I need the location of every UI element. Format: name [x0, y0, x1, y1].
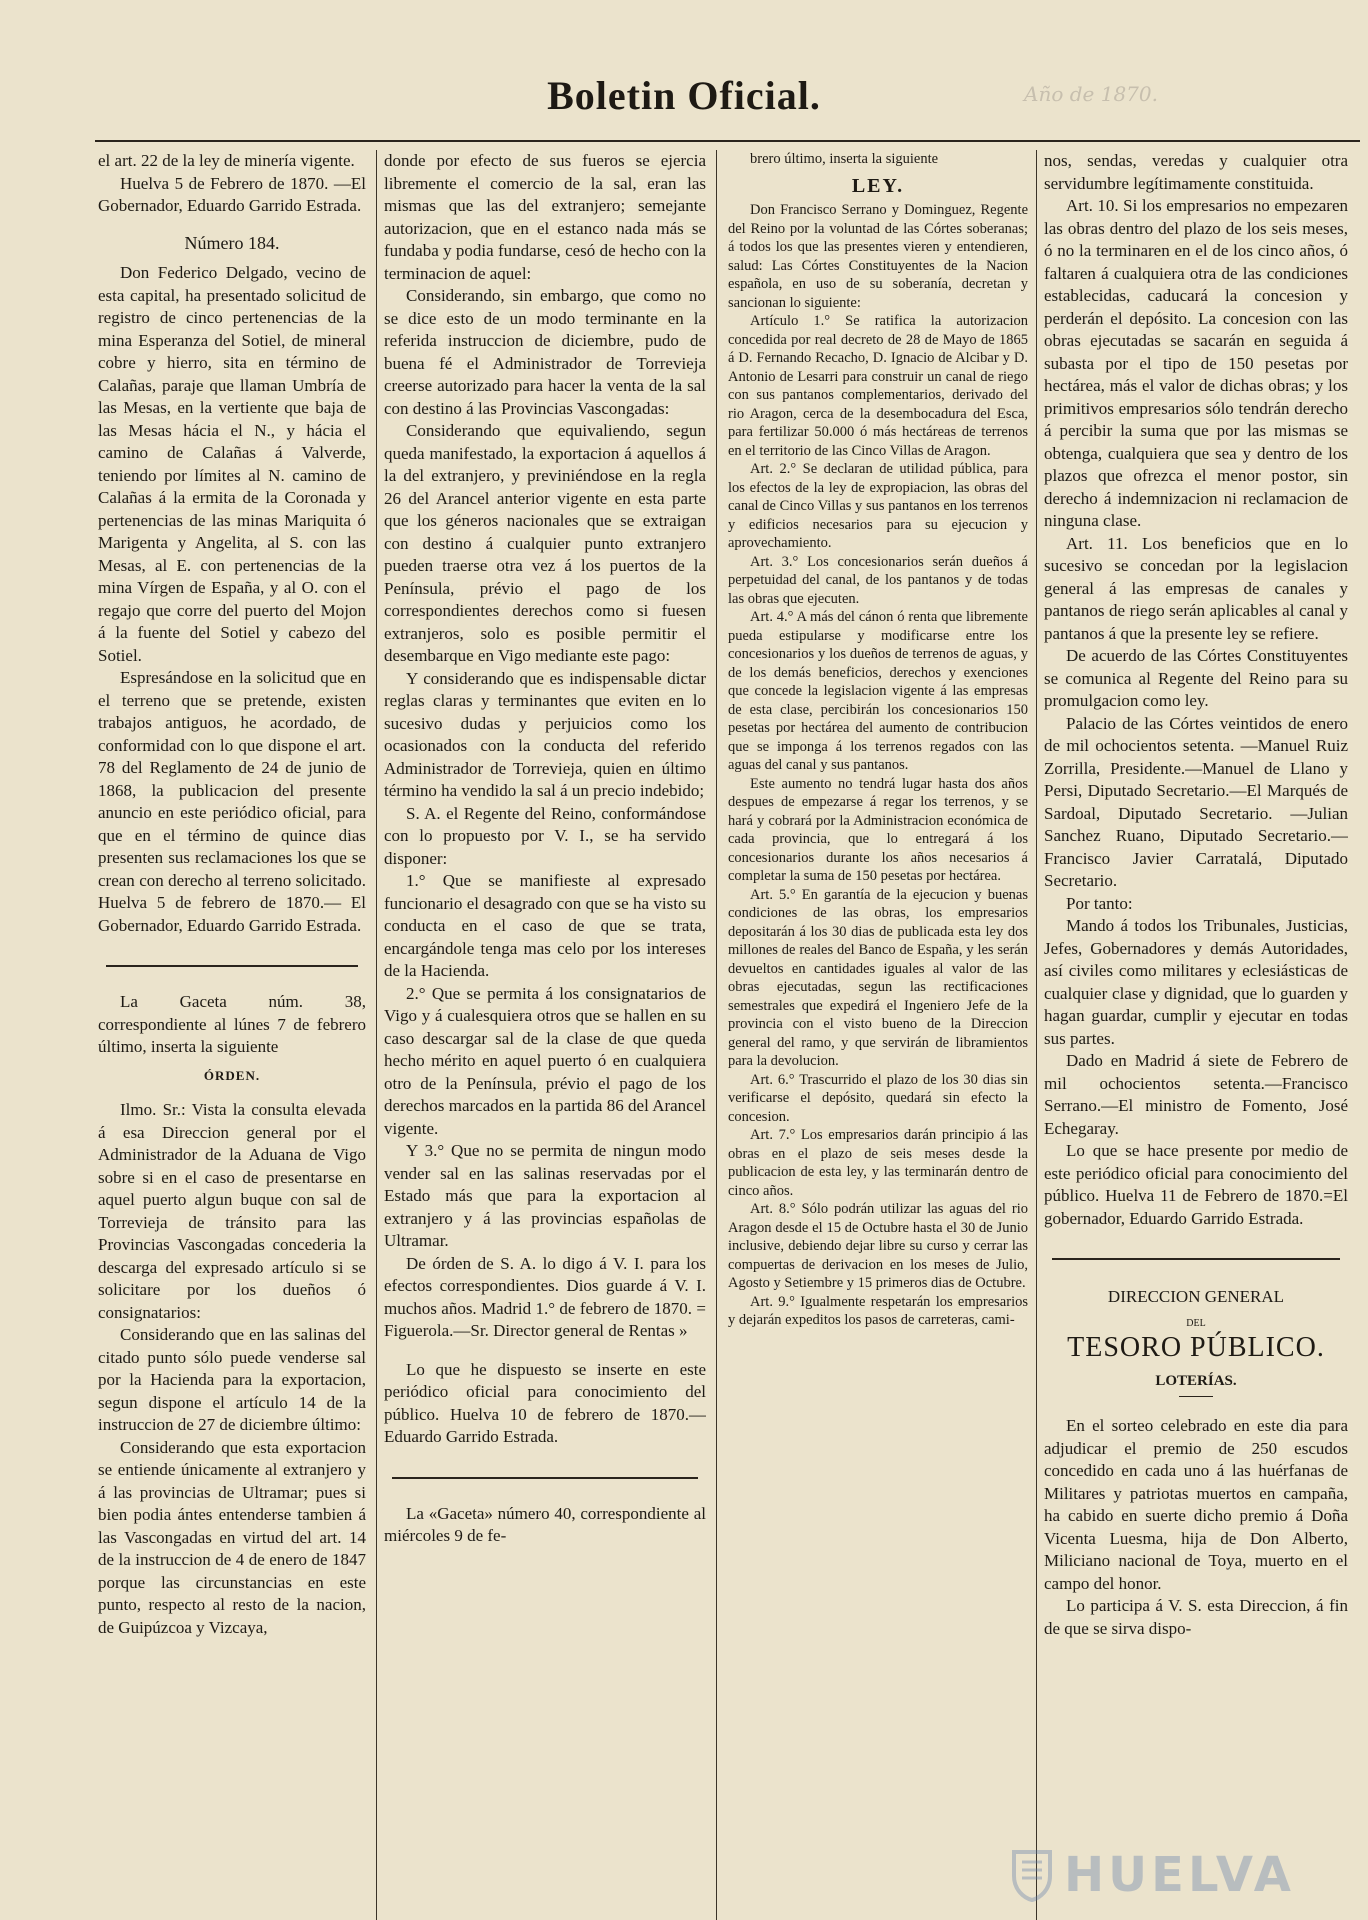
watermark-text: HUELVA: [1064, 1847, 1295, 1903]
column-divider: [376, 150, 377, 1920]
paragraph: Considerando que en las salinas del citado punto sólo puede venderse sal por la Hacienda para la exportacion, segun dispone el artículo 14 de la instruccion de 27 de diciembre último:: [98, 1325, 366, 1434]
paragraph: Lo participa á V. S. esta Direccion, á fin de que se sirva dispo-: [1044, 1596, 1348, 1638]
paragraph: Y considerando que es indispensable dictar reglas claras y terminantes que eviten en lo sucesivo dudas y perjuicios como los ocasionados con la conducta del referido Administrador de Torrevieja, quien en último término ha vendido la sal á un precio indebido;: [384, 668, 706, 800]
paragraph: S. A. el Regente del Reino, conformándose con lo propuesto por V. I., se ha servido disponer:: [384, 803, 706, 868]
column-divider: [716, 150, 717, 1920]
paragraph: Mando á todos los Tribunales, Justicias, Jefes, Gobernadores y demás Autoridades, así civiles como militares y eclesiásticas de cualquier clase y dignidad, que lo guarden y hagan guardar, cumplir y ejecutar en todas sus partes.: [1044, 916, 1348, 1048]
short-rule: [1179, 1396, 1213, 1397]
section-heading-direccion: DIRECCION GENERAL: [1107, 1287, 1285, 1306]
notice-number: Número 184.: [184, 232, 280, 253]
paragraph: La Gaceta núm. 38, correspondiente al lúnes 7 de febrero último, inserta la siguiente: [98, 992, 366, 1056]
paragraph: 2.° Que se permita á los consignatarios de Vigo y á cualesquiera otros que se hallen en su caso descargar sal de la clase de que queda hecho mérito en aquel puerto ó en cualquiera otro de la Península, prévio el pago de los derechos marcados en la partida 86 del Arancel vigente.: [384, 983, 706, 1138]
column-1: [98, 150, 366, 1920]
shield-icon: [1010, 1848, 1054, 1902]
paragraph: Art. 2.° Se declaran de utilidad pública, para los efectos de la ley de expropiacion, las obras del canal de Cinco Villas y sus pantanos en los terrenos y edificios necesarios para su ejecucion y aprovechamiento.: [728, 461, 1028, 551]
paragraph: De órden de S. A. lo digo á V. I. para los efectos correspondientes. Dios guarde á V. I. muchos años. Madrid 1.° de febrero de 1870. = Figuerola.—Sr. Director general de Rentas »: [384, 1253, 706, 1340]
paragraph: Este aumento no tendrá lugar hasta dos años despues de empezarse á regar los terrenos, y se hará y cobrará por la Administracion económica de cada provincia, que lo entregará á los concesionarios durante los años necesarios á completar la suma de 150 pesetas por hectárea.: [728, 775, 1028, 884]
paragraph: En el sorteo celebrado en este dia para adjudicar el premio de 250 escudos concedido en cada uno á las huérfanas de Militares y patriotas muertos en campaña, ha cabido en suerte dicho premio á Doña Vicenta Luesma, hija de Don Alberto, Miliciano nacional de Toya, muerto en el campo del honor.: [1044, 1416, 1348, 1593]
paragraph: nos, sendas, veredas y cualquier otra servidumbre legítimamente constituida.: [1044, 151, 1348, 193]
paragraph: Art. 8.° Sólo podrán utilizar las aguas del rio Aragon desde el 15 de Octubre hasta el 30 de Junio inclusive, debiendo dejar libre su curso y cerrar las compuertas de derivacion en los meses de Julio, Agosto y Setiembre y 15 primeros dias de Octubre.: [728, 1201, 1028, 1291]
paragraph: Art. 5.° En garantía de la ejecucion y buenas condiciones de las obras, los empresarios depositarán á los 30 dias de publicada esta ley dos millones de reales del Banco de España, y les serán devueltos en cantidades iguales al valor de las obras ejecutadas, segun las rectificaciones semestrales que expedirá el Ingeniero Jefe de la provincia con el visto bueno de la Direccion general del ramo, y que servirán de libramientos para la devolucion.: [728, 886, 1028, 1069]
paragraph: Lo que se hace presente por medio de este periódico oficial para conocimiento del público. Huelva 11 de Febrero de 1870.=El gobernador, Eduardo Garrido Estrada.: [1044, 1141, 1348, 1228]
paragraph: Art. 7.° Los empresarios darán principio á las obras en el plazo de seis meses desde la publicacion de esta ley, y las terminarán dentro de cinco años.: [728, 1127, 1028, 1199]
paragraph: Huelva 5 de Febrero de 1870. —El Gobernador, Eduardo Garrido Estrada.: [98, 173, 366, 215]
section-separator: [1052, 1258, 1340, 1260]
masthead: [0, 72, 1368, 134]
library-watermark: [1010, 1840, 1350, 1910]
paragraph: Por tanto:: [1066, 893, 1133, 913]
masthead-title: Boletin Oficial.: [547, 73, 821, 118]
section-heading-del: DEL: [1186, 1317, 1206, 1329]
section-separator: [392, 1477, 698, 1479]
paragraph: Art. 6.° Trascurrido el plazo de los 30 dias sin verificarse el depósito, quedará sin efecto la concesion.: [728, 1071, 1028, 1125]
section-heading-orden: ÓRDEN.: [203, 1067, 261, 1083]
paragraph: donde por efecto de sus fueros se ejercia libremente el comercio de la sal, eran las mismas que las del extranjero; semejante autorizacion, que en el estanco nada más se fundaba y podia fundarse, cesó de hecho con la terminacion de aquel:: [384, 151, 706, 283]
paragraph: Ilmo. Sr.: Vista la consulta elevada á esa Direccion general por el Administrador de la Aduana de Vigo sobre si en el caso de presentarse en aquel puerto algun buque con sal de Torrevieja de tránsito para las Provincias Vascongadas concederia la descarga del expresado artículo si se solicitare por los dueños ó consignatarios:: [98, 1100, 366, 1322]
paragraph: Considerando, sin embargo, que como no se dice esto de un modo terminante en la referida instruccion de diciembre, pudo de buena fé el Administrador de Torrevieja creerse autorizado para hacer la venta de la sal con destino á las Provincias Vascongadas:: [384, 286, 706, 418]
paragraph: Dado en Madrid á siete de Febrero de mil ochocientos setenta.—Francisco Serrano.—El ministro de Fomento, José Echegaray.: [1044, 1051, 1348, 1138]
paragraph: Palacio de las Córtes veintidos de enero de mil ochocientos setenta. —Manuel Ruiz Zorrilla, Presidente.—Manuel de Llano y Persi, Diputado Secretario.—El Marqués de Sardoal, Diputado Secretario. —Julian Sanchez Ruano, Diputado Secretario.—Francisco Javier Carratalá, Diputado Secretario.: [1044, 713, 1348, 890]
section-heading-tesoro: TESORO PÚBLICO.: [1067, 1332, 1325, 1363]
section-heading-loterias: LOTERÍAS.: [1155, 1372, 1237, 1389]
paragraph: el art. 22 de la ley de minería vigente.: [98, 151, 355, 170]
paragraph: Y 3.° Que no se permita de ningun modo vender sal en las salinas reservadas por el Estado más que para la exportacion al extranjero y á las provincias españolas de Ultramar.: [384, 1141, 706, 1250]
paragraph: De acuerdo de las Córtes Constituyentes se comunica al Regente del Reino para su promulgacion como ley.: [1044, 646, 1348, 710]
paragraph: Lo que he dispuesto se inserte en este periódico oficial para conocimiento del público. Huelva 10 de febrero de 1870.—Eduardo Garrido Estrada.: [384, 1359, 706, 1446]
paragraph: brero último, inserta la siguiente: [750, 151, 939, 167]
masthead-year: Año de 1870.: [1024, 82, 1158, 106]
paragraph: Art. 11. Los beneficios que en lo sucesivo se concedan por la legislacion general á las empresas de canales y pantanos de riego serán aplicables al canal y pantanos á que la presente ley se refiere.: [1044, 533, 1348, 643]
column-4: [1044, 150, 1348, 1920]
section-heading-ley: LEY.: [851, 174, 905, 197]
paragraph: Considerando que equivaliendo, segun queda manifestado, la exportacion á aquellos á la del extranjero, y previniéndose en la regla 26 del Arancel anterior vigente en esta parte que los géneros nacionales que se extraigan con destino á cualquier punto extranjero pueden traerse otra vez á los puertos de la Península, prévio el pago de los correspondientes derechos como si fuesen extranjeros, solo es posible permitir el desembarque en Vigo mediante este pago:: [384, 421, 706, 665]
paragraph: Considerando que esta exportacion se entiende únicamente al extranjero y á las provincias de Ultramar; pues si bien podia ántes entenderse tambien á las Vascongadas en virtud del art. 14 de la instruccion de 4 de enero de 1847 porque las circunstancias en este punto, respecto al resto de la nacion, de Guipúzcoa y Vizcaya,: [98, 1437, 366, 1637]
column-2: [384, 150, 706, 1920]
paragraph: Art. 4.° A más del cánon ó renta que libremente pueda estipularse y modificarse entre los concesionarios y los dueños de terrenos de aguas, y de los demás beneficios, derechos y exenciones que concede la legislacion vigente á las empresas de esta clase, percibirán los concesionarios 150 pesetas por hectárea del aumento de contribucion que se imponga á los terrenos regados con las aguas del canal y sus pantanos.: [728, 609, 1028, 773]
paragraph: La «Gaceta» número 40, correspondiente al miércoles 9 de fe-: [384, 1503, 706, 1545]
column-divider: [1036, 150, 1037, 1920]
paragraph: Art. 3.° Los concesionarios serán dueños á perpetuidad del canal, de los pantanos y de todas las obras que ejecuten.: [728, 553, 1028, 607]
paragraph: Art. 10. Si los empresarios no empezaren las obras dentro del plazo de los seis meses, ó no la terminaren en el de los cinco años, ó faltaren á cualquiera otra de las condiciones establecidas, caducará la concesion y perderán el depósito. La concesion con las obras ejecutadas se sacarán en seguida á subasta por el tipo de 150 pesetas por hectárea, más el valor de dichas obras; y los primitivos empresarios sólo tendrán derecho á percibir la suma que por las mismas se obtenga, cualquiera que sea y dentro de los plazos que ofrezca el menor postor, sin derecho á indemnizacion ni reclamacion de ninguna clase.: [1044, 196, 1348, 530]
section-separator: [106, 965, 358, 967]
paragraph: 1.° Que se manifieste al expresado funcionario el desagrado con que se ha visto su conducta en el caso de que se trata, encargándole tenga mas celo por los intereses de la Hacienda.: [384, 871, 706, 980]
column-3: [728, 150, 1028, 1920]
paragraph: Art. 9.° Igualmente respetarán los empresarios y dejarán expeditos los pasos de carreteras, cami-: [728, 1293, 1028, 1328]
masthead-rule: [95, 140, 1360, 142]
paragraph: Don Francisco Serrano y Dominguez, Regente del Reino por la voluntad de las Córtes soberanas; á todos los que las presentes vieren y entendieren, salud: Las Córtes Constituyentes de la Nacion española, en uso de su soberanía, decretan y sancionan lo siguiente:: [728, 202, 1028, 311]
paragraph: Artículo 1.° Se ratifica la autorizacion concedida por real decreto de 28 de Mayo de 1865 á D. Fernando Recacho, D. Ignacio de Alcibar y D. Antonio de Lesarri para construir un canal de riego con sus pantanos complementarios, derivado del rio Aragon, cerca de la desembocadura del Esca, para fertilizar 50.000 ó más hectáreas de terrenos en el territorio de las Cinco Villas de Aragon.: [728, 313, 1028, 459]
paragraph: Espresándose en la solicitud que en el terreno que se pretende, existen trabajos antiguos, he acordado, de conformidad con lo que dispone el art. 78 del Reglamento de 24 de junio de 1868, la publicacion del presente anuncio en este periódico oficial, para que en el término de quince dias presenten sus reclamaciones los que se crean con derecho al terreno solicitado. Huelva 5 de febrero de 1870.— El Gobernador, Eduardo Garrido Estrada.: [98, 668, 366, 935]
paragraph: Don Federico Delgado, vecino de esta capital, ha presentado solicitud de registro de cinco pertenencias de la mina Esperanza del Sotiel, de mineral cobre y hierro, sita en término de Calañas, paraje que llaman Umbría de las Mesas, en la vertiente que baja de las Mesas hácia el N., y hácia el camino de Calañas á Valverde, teniendo por límites al N. camino de Calañas á la ermita de la Coronada y pertenencias de las minas Mariquita ó Marigenta y Angelita, al S. con las Mesas, al E. con pertenencias de la mina Vírgen de España, y al O. con el regajo que corre del puerto del Mojon á la fuente del Sotiel y cabezo del Sotiel.: [98, 263, 366, 665]
